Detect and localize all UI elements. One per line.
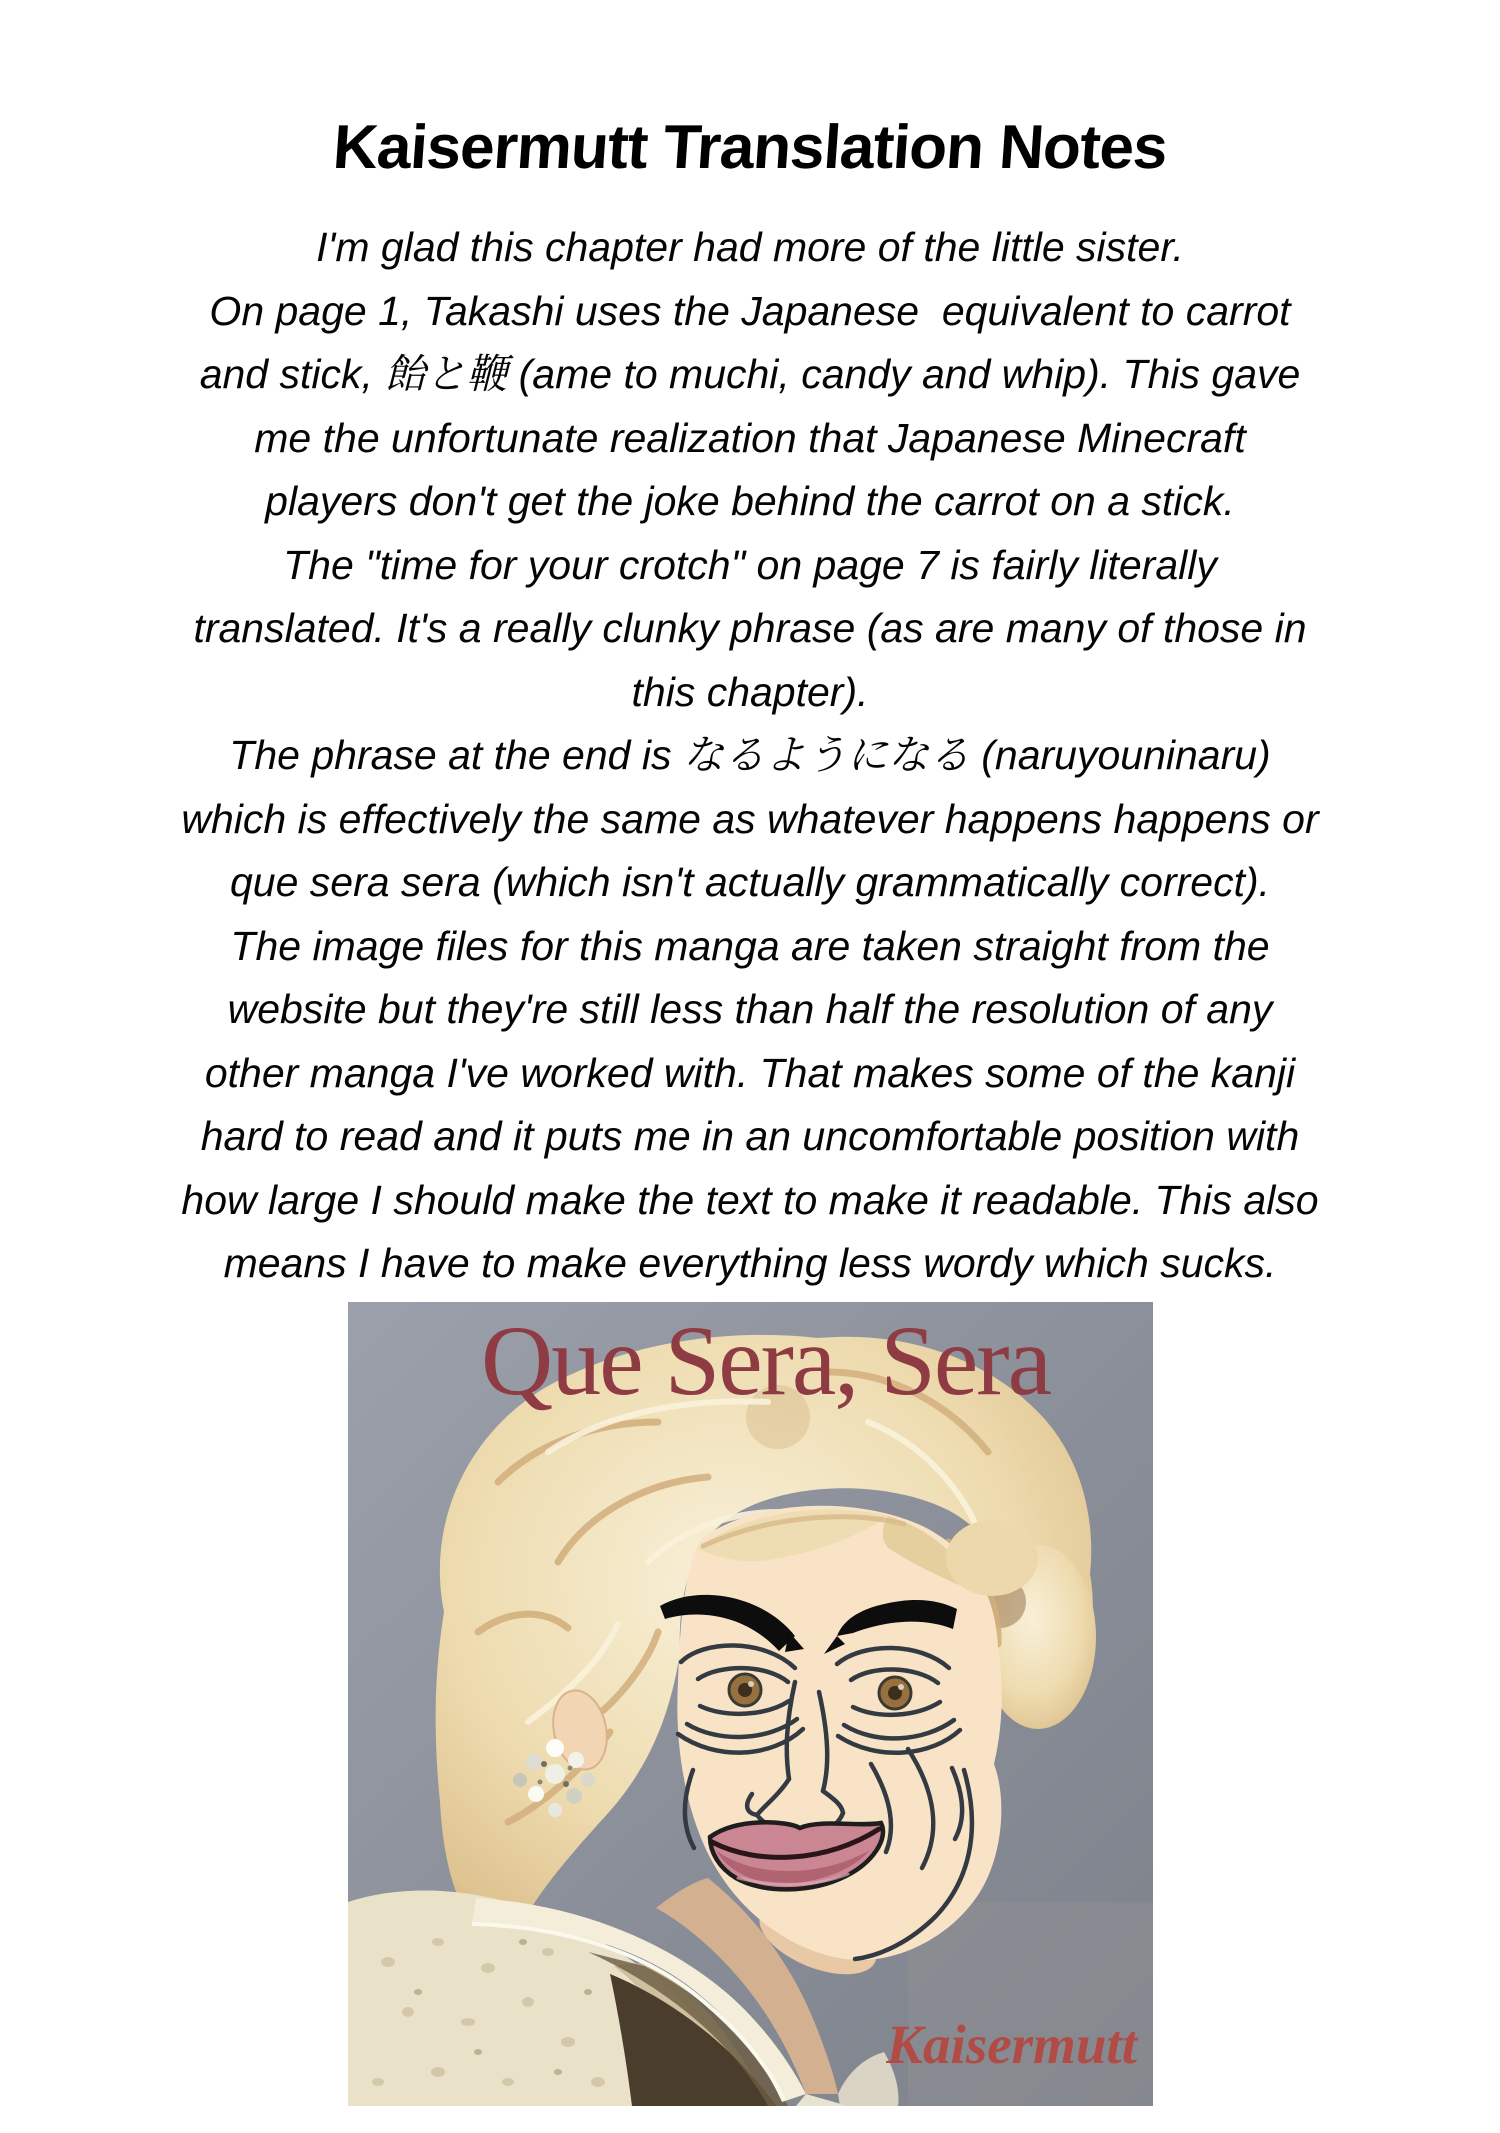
album-title: Que Sera, Sera xyxy=(481,1305,1050,1416)
notes-line: and stick, 飴と鞭 (ame to muchi, candy and whip). This gave xyxy=(199,351,1301,397)
notes-line: On page 1, Takashi uses the Japanese equivalent to carrot xyxy=(209,287,1291,334)
notes-line: which is effectively the same as whatever happens happens or xyxy=(181,795,1319,842)
notes-line: players don't get the joke behind the carrot on a stick. xyxy=(265,478,1235,524)
notes-line: The "time for your crotch" on page 7 is fairly literally xyxy=(283,541,1217,588)
notes-line: means I have to make everything less wordy which sucks. xyxy=(223,1240,1277,1286)
notes-line: The image files for this manga are taken straight from the xyxy=(230,922,1270,969)
notes-line: translated. It's a really clunky phrase (as are many of those in xyxy=(193,605,1307,651)
notes-line: website but they're still less than half the resolution of any xyxy=(227,986,1273,1032)
portrait-illustration xyxy=(348,1302,1153,2106)
notes-line: me the unfortunate realization that Japanese Minecraft xyxy=(254,414,1246,461)
notes-line: this chapter). xyxy=(631,668,869,715)
album-signature: Kaisermutt xyxy=(886,2014,1137,2075)
page-title: Kaisermutt Translation Notes xyxy=(330,113,1170,182)
notes-line: hard to read and it puts me in an uncomfortable position with xyxy=(200,1113,1300,1159)
notes-line: other manga I've worked with. That makes some of the kanji xyxy=(204,1049,1296,1096)
notes-line: how large I should make the text to make it readable. This also xyxy=(181,1176,1319,1223)
notes-text-block xyxy=(65,216,1435,1296)
album-cover-image xyxy=(348,1302,1153,2106)
notes-line: I'm glad this chapter had more of the little sister. xyxy=(316,224,1184,270)
notes-line: que sera sera (which isn't actually grammatically correct). xyxy=(229,859,1270,905)
notes-line: The phrase at the end is なるようになる (naruyouninaru) xyxy=(229,732,1271,778)
